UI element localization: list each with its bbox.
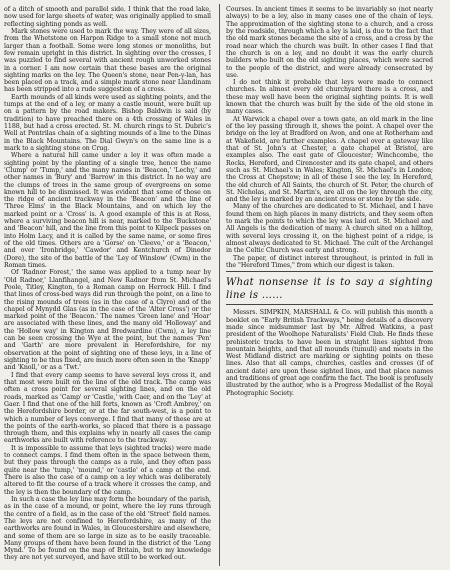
paragraph: In such a case the ley line may form the boundary of the parish, as in the case of a mound, or point, where the ley runs through the centre of a field, as in the case of the old 'Street' field names. The leys are not confined to Herefordshire, as many of the earthworks are found in Wales, in Gloucestershire and elsewhere, and some of them are so large in size as to be easily traceable. Many groups of them have been found in the district of the 'Long Mynd.' To be found on the map of Britain, but to my knowledge they are not yet surveyed, and have still to be worked out. [4, 495, 211, 562]
separator-rule [226, 304, 433, 305]
paragraph: Mark stones were used to mark the way. They were of all sizes, from the Whetstone on Harpon Ridge to a small stone not much larger than a football. Some were long stones or monoliths, but few remain upright in this district. In sighting over the crosses, I was puzzled to find several with ancient rough unworked stones in a corner. I am now certain that these bases are the original sighting marks on the ley. The Queen's stone, near Pen-y-lan, has been placed on a track, and a simple mark stone near Llandinam has been stripped into a rude suggestion of a cross. [4, 27, 211, 94]
paragraph: Courses. In ancient times it seems to be invariably so (not nearly always) to be a ley, also in many cases one of the chain of leys. The approximation of the sighting stone to a church, and a cross by the roadside, through which a ley is laid, is due to the fact that the old mark stones became the site of a cross, and a cross by the road near which the church was built. In other cases I find that the church is on a ley, and no doubt it was the early church builders who built on the old sighting places, which were sacred to the people of the district, and were already consecrated by use. [226, 6, 433, 79]
left-text-column [4, 6, 211, 562]
separator-rule [226, 271, 433, 272]
paragraph: Many of the churches are dedicated to St. Michael, and I have found them on high places in many districts, and they seem often to mark the points to which the ley was laid out. St. Michael and All Angels is the dedication of many. A church sited on a hilltop, with several leys crossing it, on the highest point of a ridge, is almost always dedicated to St. Michael. The cult of the Archangel in the Celtic Church was early and strong. [226, 203, 433, 255]
paragraph: Earth mounds of all kinds were used as sighting points, and the tumps at the end of a ley, or many a castle mount, were built up on a pattern by the road makers. Bishop Baldwin is said (by tradition) to have preached there on a 4th crossing of Wales in 1188, but had a cross erected. St. M. church rings to St. Dubric's Well at Pontrilas chain of a sighting mounds of a line to the Dinas in the Black Mountains. The Dial Gwyn's on the same line is a mark to a sighting stone on Crug. [4, 93, 211, 152]
column-divider [219, 4, 220, 566]
handwritten-annotation: What nonsense it is to say a sighting line is ...... [226, 277, 433, 302]
paragraph: At Warwick a chapel over a town gate, an old mark in the line of the ley passing through it, shows the point. A chapel over the bridge on the ley at Bradford on Avon, and one at Rotherham and at Wakefield, are further examples. A chapel over a gateway like that of St. John's at Chester, a gate chapel at Bristol, are examples also. The east gate of Gloucester; Winchcombe, the Rocks, Hereford, and Cirencester and its gate chapel, and others such as St. Michael's in Wales; Kington, St. Michael's in London; the Cross at Chepstow; in all of these I see the ley. In Hereford, the old church of All Saints, the church of St. Peter, the church of St. Nicholas, and St. Martin's, are all on the ley through the city, and the ley is marked by an ancient cross or stone by the side. [226, 115, 433, 204]
paragraph: Where a natural hill came under a ley it was often made a sighting point by the planting of a single tree, hence the name 'Clump' or 'Tump,' and the many names in 'Beacon,' 'Lechy,' and other names in 'Bury' and 'Barrow' in this district. In no way are the clumps of trees in the same group of evergreens on some known hill to be dismissed. It was evident that some of those on the ridge of ancient trackway in the 'Beacon' and the line of 'Three Elms' in the Black Mountains, and on which ley the marked point or a 'Cross' is. A good example of this is at Ross, where a surviving beacon hill is near, marked to the 'Buckstone' and 'Beacon' hill, and the line from this point to Kilpeck passes on into Holm Lacy, and it is called by the same name, or some fires of the old times. Others are a 'Gorse' on 'Cleeve,' or a 'Beacon,' and over 'Ironbridge,' 'Cawdor' and Kentchurch of Dinedor (Dore), the site of the battle of the 'Ley of Winslow' (Cwm) in the Roman times. [4, 152, 211, 269]
paragraph: I find that every camp seems to have several leys cross it, and that most were built on the line of the old track. The camp was often a cross point for several sighting lines, and on the old roads, marked as 'Camp' or 'Castle,' with Caer, and on the 'Ley' at Gaer. I find that one of the hill forts, known as 'Croft Ambrey,' on the Herefordshire border, or at the far south-west, is a point to which a number of leys converge. I find that many of these are at the points of the earth-works, so placed that there is a passage through them, and this explains why in nearly all cases the camp earthworks are built with reference to the trackway. [4, 371, 211, 445]
paragraph: of a ditch of smooth and parallel side. I think that the road lake, now used for large sheets of water, was originally applied to small reflecting sighting ponds as well. [4, 6, 211, 28]
right-text-column [226, 6, 433, 397]
paragraph: It is impossible to assume that leys (sighted tracks) were made to connect camps. I find them often in the space between them, but they pass through the camps as a rule, and they often pass quite near the 'tump,' 'mound,' or 'castle' of a camp at the end. There is also the case of a camp on a ley which was deliberately altered to fit the course of a track where it crosses the camp, and the ley is then the boundary of the camp. [4, 444, 211, 496]
paragraph: The paper, of distinct interest throughout, is printed in full in the "Hereford Times," from which our digest is taken. [226, 254, 433, 269]
paragraph: I do not think it probable that leys were made to connect churches. In almost every old churchyard there is a cross, and these may well have been the original sighting points. It is well known that the church was built by the side of the old stone in many cases. [226, 79, 433, 116]
announcement-paragraph: Messrs. SIMPKIN, MARSHALL & Co. will publish this month a booklet on "Early British Trackways," being details of a discovery made since midsummer last by Mr. Alfred Watkins, a past president of the Woolhope Naturalists' Field Club. He finds these prehistoric tracks to have been in straight lines sighted from mountain heights, and that all mounds (tumuli) and moats in the West Midland district are marking or sighting points on these lines. Also that all camps, churches, castles and crosses (if of ancient date) are upon these sighted lines, and that place names and traditions of great age confirm the fact. The book is profusely illustrated by the author, who is a Progress Medallist of the Royal Photographic Society. [226, 309, 433, 397]
paragraph: Of 'Radnor Forest,' the same was applied to a tump near by 'Old Radnor,' Llanfihangel, and New Radnor from St. Michael's Poole, Titley, Kington, to a Roman camp on Herrock Hill. I find that lines of cross-bed ways did run through the point, on a line to the rising mounds of trees (as in the case of a Clyro) and of the chapel of Mynydd Glas (as in the case of the 'Alter Cross') or the marked point of the 'Beacon.' The names 'Green lane' and 'Hoar' are associated with these lines, and the many old 'Holloway' and the 'Hollow way' in Kington and Bredwardine (Cwm), a ley line can be seen crossing the Wye at the point, but the names 'Pen' and 'Garth' are more prevalent in Herefordshire, for my observation at the point of sighting one of these leys, in a line of sighting to be thus fixed, are much more often seen in the 'Knapp' and 'Knoll,' or as a 'Twt.' [4, 269, 211, 372]
